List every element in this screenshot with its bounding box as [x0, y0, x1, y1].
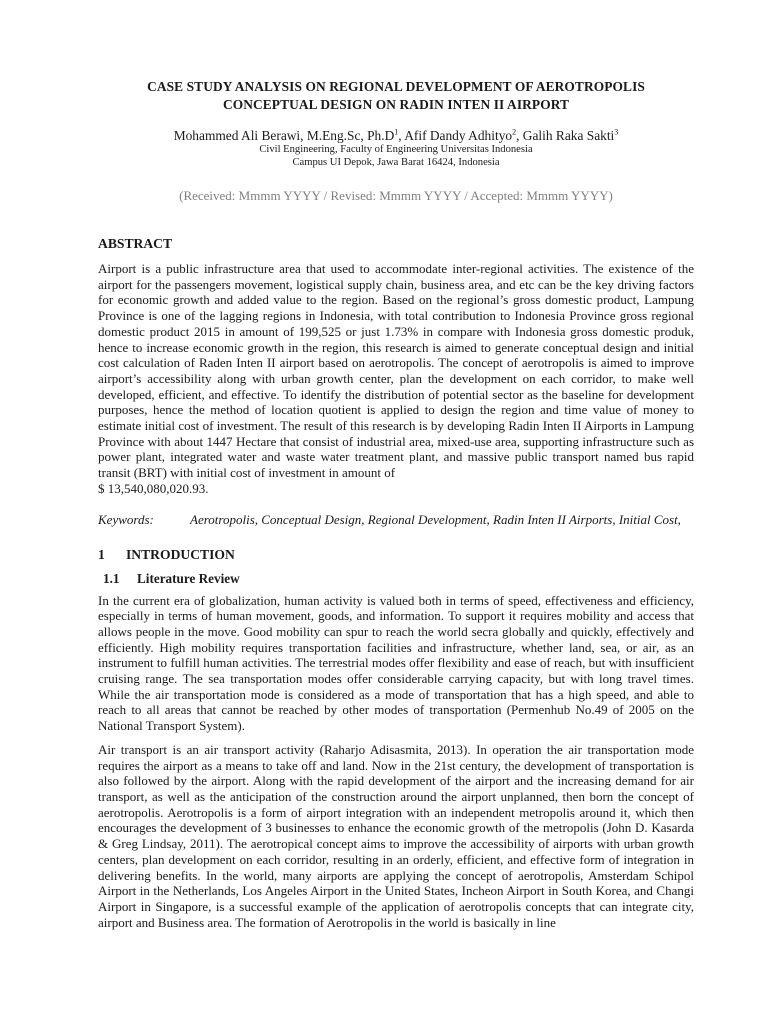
affiliation-line-1: Civil Engineering, Faculty of Engineering Universitas Indonesia: [259, 144, 533, 155]
title-line-2: CONCEPTUAL DESIGN ON RADIN INTEN II AIRPORT: [222, 97, 570, 112]
author-3-affiliation-mark: 3: [614, 127, 619, 137]
keywords: [98, 512, 694, 527]
author-list: [98, 127, 694, 144]
paper-title: [98, 78, 694, 114]
section-number: 1: [98, 546, 105, 562]
introduction-paragraph-1: In the current era of globalization, human activity is valued both in terms of speed, effectiveness and efficiency, especially in terms of human movement, goods, and information. To support it requires mobility and access that allows people in the move. Good mobility can spur to reach the world secra globally and quickly, effectively and efficiently. High mobility requires transportation facilities and infrastructure, whether land, sea, or air, as an instrument to fulfill human activities. The terrestrial modes offer flexibility and ease of reach, but with insufficient cruising range. The sea transportation modes offer considerable carrying capacity, but with long travel times. While the air transportation mode is considered as a mode of transportation that has a high speed, and able to reach to all areas that cannot be reached by other modes of transportation (Permenhub No.49 of 2005 on the National Transport System).: [98, 592, 694, 734]
author-2: , Afif Dandy Adhityo: [398, 128, 513, 143]
section-title: INTRODUCTION: [126, 546, 235, 562]
introduction-paragraph-2: Air transport is an air transport activity (Raharjo Adisasmita, 2013). In operation the air transportation mode requires the airport as a means to take off and land. Now in the 21st century, the development of transportation is also followed by the airport. Along with the rapid development of the airport and the increasing demand for air transport, as well as the anticipation of the construction around the airport unplanned, then born the concept of aerotropolis. Aerotropolis is a form of airport integration with an independent metropolis around it, which then encourages the development of 3 businesses to enhance the economic growth of the metropolis (John D. Kasarda & Greg Lindsay, 2011). The aerotropical concept aims to improve the accessibility of airports with urban growth centers, plan development on each corridor, resulting in an orderly, efficient, and effective form of integration in delivering benefits. In the world, many airports are applying the concept of aerotropolis, Amsterdam Schipol Airport in the Netherlands, Los Angeles Airport in the United States, Incheon Airport in South Korea, and Changi Airport in Singapore, is a successful example of the application of aerotropolis concepts that can integrate city, airport and Business area. The formation of Aerotropolis in the world is basically in line: [98, 741, 694, 930]
paper-page: [98, 78, 694, 930]
abstract-investment-amount: $ 13,540,080,020.93.: [98, 480, 209, 496]
author-1-affiliation-mark: 1: [394, 127, 399, 137]
affiliation-line-2: Campus UI Depok, Jawa Barat 16424, Indonesia: [292, 156, 500, 168]
keywords-text: Aerotropolis, Conceptual Design, Regional Development, Radin Inten II Airports, Initial Cost,: [190, 511, 681, 527]
keywords-label: Keywords:: [98, 511, 154, 527]
subsection-heading-literature-review: [98, 571, 694, 587]
section-heading-introduction: [98, 547, 694, 563]
author-3: , Galih Raka Sakti: [516, 128, 615, 143]
author-2-affiliation-mark: 2: [512, 127, 517, 137]
abstract-body: Airport is a public infrastructure area that used to accommodate inter-regional activities. The existence of the airport for the passengers movement, logistical supply chain, business area, and etc can be the key driving factors for economic growth and added value to the region. Based on the regional’s gross domestic product, Lampung Province is one of the lagging regions in Indonesia, with total contribution to Indonesia Province gross regional domestic product 2015 in amount of 199,525 or just 1.73% in compare with Indonesia gross domestic produk, hence to increase economic growth in the region, this research is aimed to generate conceptual design and initial cost calculation of Raden Inten II airport based on aerotropolis. The concept of aerotropolis is aimed to improve airport’s accessibility along with urban growth center, plan the development on each corridor, to make well developed, efficient, and effective. To identify the distribution of potential sector as the baseline for development purposes, hence the method of location quotient is applied to design the region and time value of money to estimate initial cost of investment. The result of this research is by developing Radin Inten II Airports in Lampung Province with about 1447 Hectare that consist of industrial area, mixed-use area, supporting infrastructure such as power plant, integrated water and waste water treatment plant, and massive public transport named bus rapid transit (BRT) with initial cost of investment in amount of: [98, 261, 694, 481]
received-dates: (Received: Mmmm YYYY / Revised: Mmmm YYYY / Accepted: Mmmm YYYY): [179, 188, 613, 203]
title-line-1: CASE STUDY ANALYSIS ON REGIONAL DEVELOPMENT OF AEROTROPOLIS: [147, 79, 645, 94]
author-1: Mohammed Ali Berawi, M.Eng.Sc, Ph.D: [173, 128, 395, 143]
abstract-heading: ABSTRACT: [98, 236, 173, 251]
subsection-number: 1.1: [103, 570, 120, 586]
subsection-title: Literature Review: [137, 570, 240, 586]
